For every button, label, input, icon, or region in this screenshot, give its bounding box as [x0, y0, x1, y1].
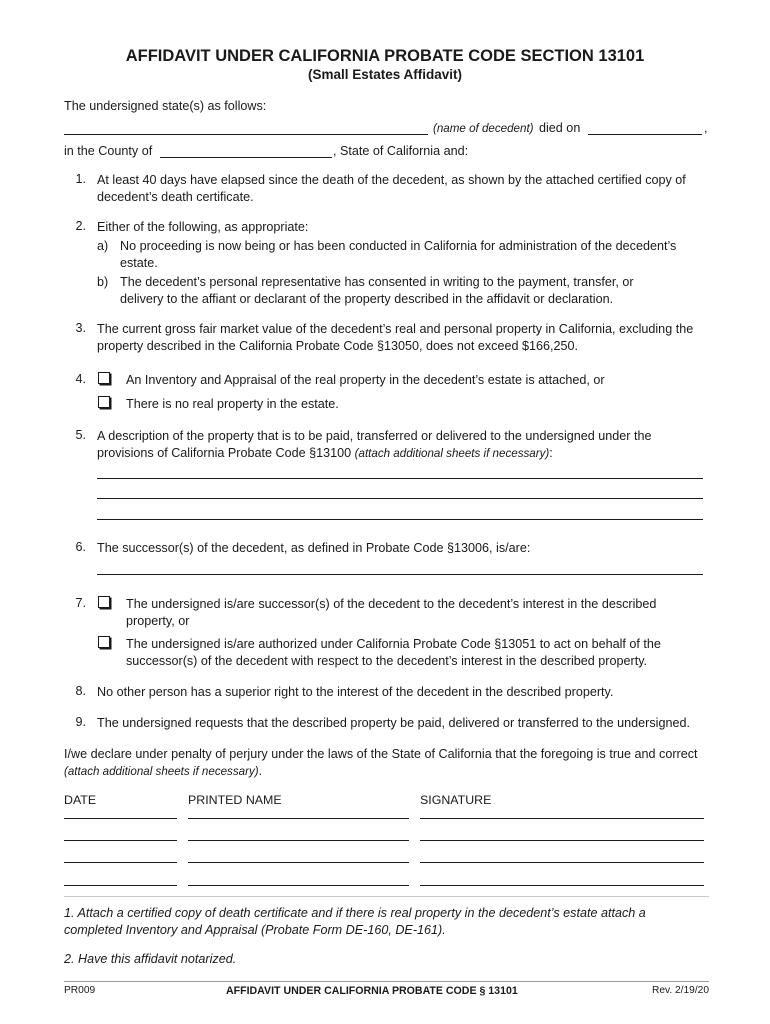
signature-column-header: SIGNATURE [420, 793, 492, 807]
property-description-line-2[interactable] [97, 498, 703, 499]
signature-field-1[interactable] [420, 818, 704, 819]
page-title: AFFIDAVIT UNDER CALIFORNIA PROBATE CODE SECTION 13101 [125, 47, 645, 65]
item-8-text: No other person has a superior right to the interest of the decedent in the described property. [97, 685, 614, 699]
item-2b-label: b) [97, 275, 109, 289]
item-3-text: The current gross fair market value of the decedent’s real and personal property in California, excluding the property described in the California Probate Code §13050, does not exceed $166,250. [97, 322, 694, 353]
note-1: 1. Attach a certified copy of death certificate and if there is real property in the decedent’s estate attach a completed Inventory and Appraisal (Probate Form DE-160, DE-161). [64, 906, 646, 937]
item-8-number: 8. [75, 684, 86, 698]
item-4-no-real-property-checkbox[interactable] [98, 396, 110, 408]
item-2a-label: a) [97, 239, 109, 253]
printed-name-field-2[interactable] [188, 840, 409, 841]
item-7-authorized-checkbox[interactable] [98, 636, 110, 648]
decedent-name-label: (name of decedent) [433, 122, 534, 135]
date-of-death-field[interactable] [588, 134, 702, 135]
item-9-number: 9. [75, 715, 86, 729]
footer-title: AFFIDAVIT UNDER CALIFORNIA PROBATE CODE § 13101 [226, 985, 518, 997]
item-2a-text: No proceeding is now being or has been conducted in California for administration of the decedent’s estate. [120, 239, 677, 270]
item-5-number: 5. [75, 428, 86, 442]
date-column-header: DATE [64, 793, 97, 807]
item-4-option-2: There is no real property in the estate. [126, 397, 339, 411]
signature-field-3[interactable] [420, 862, 704, 863]
date-field-3[interactable] [64, 862, 177, 863]
county-field[interactable] [160, 157, 332, 158]
item-2b-text: The decedent’s personal representative has consented in writing to the payment, transfer, or delivery to the affiant or declarant of the property described in the affidavit or declaration. [120, 275, 634, 306]
printed-name-field-3[interactable] [188, 862, 409, 863]
item-4-option-1: An Inventory and Appraisal of the real property in the decedent’s estate is attached, or [126, 373, 605, 387]
county-prefix: in the County of [64, 144, 153, 158]
item-7-successor-checkbox[interactable] [98, 596, 110, 608]
property-description-line-1[interactable] [97, 478, 703, 479]
item-5-colon: : [549, 445, 553, 460]
item-7-option-1: The undersigned is/are successor(s) of the decedent to the decedent’s interest in the described property, or [126, 597, 657, 628]
item-3-number: 3. [75, 321, 86, 335]
item-9-text: The undersigned requests that the described property be paid, delivered or transferred to the undersigned. [97, 716, 690, 730]
item-4-inventory-checkbox[interactable] [98, 372, 110, 384]
note-2: 2. Have this affidavit notarized. [64, 952, 237, 966]
decedent-name-field[interactable] [64, 134, 428, 135]
page-subtitle: (Small Estates Affidavit) [307, 67, 463, 82]
property-description-line-3[interactable] [97, 519, 703, 520]
declaration-block [64, 746, 709, 780]
signature-field-2[interactable] [420, 840, 704, 841]
date-field-1[interactable] [64, 818, 177, 819]
item-7-number: 7. [75, 596, 86, 610]
item-6-text: The successor(s) of the decedent, as defined in Probate Code §13006, is/are: [97, 541, 531, 555]
signature-field-4[interactable] [420, 885, 704, 886]
date-field-4[interactable] [64, 885, 177, 886]
item-6-number: 6. [75, 540, 86, 554]
county-suffix: , State of California and: [333, 144, 469, 158]
notes-divider [64, 896, 709, 897]
intro-text: The undersigned state(s) as follows: [64, 99, 267, 113]
item-2-number: 2. [75, 219, 86, 233]
item-5-text: A description of the property that is to be paid, transferred or delivered to the undersigned under the provisions of California Probate Code §13100 [97, 429, 652, 460]
successors-line[interactable] [97, 574, 703, 575]
footer-revision: Rev. 2/19/20 [652, 985, 710, 996]
footer-divider [64, 981, 709, 982]
item-7-option-2: The undersigned is/are authorized under California Probate Code §13051 to act on behalf of the successor(s) of the decedent with respect to the decedent’s interest in the described property. [126, 637, 661, 668]
died-on-label: died on [539, 121, 581, 135]
printed-name-column-header: PRINTED NAME [188, 793, 282, 807]
declaration-end: . [258, 763, 263, 778]
item-5-text-block [97, 428, 697, 462]
printed-name-field-1[interactable] [188, 818, 409, 819]
date-comma: , [704, 121, 708, 135]
declaration-text: I/we declare under penalty of perjury under the laws of the State of California that the foregoing is true and correct [64, 747, 698, 761]
item-2-text: Either of the following, as appropriate: [97, 220, 309, 234]
item-5-note: (attach additional sheets if necessary) [354, 446, 550, 460]
footer-form-id: PR009 [64, 985, 96, 996]
item-1-number: 1. [75, 172, 86, 186]
item-4-number: 4. [75, 372, 86, 386]
printed-name-field-4[interactable] [188, 885, 409, 886]
declaration-note: (attach additional sheets if necessary) [64, 764, 259, 778]
item-1-text: At least 40 days have elapsed since the death of the decedent, as shown by the attached certified copy of decedent’s death certificate. [97, 173, 686, 204]
date-field-2[interactable] [64, 840, 177, 841]
